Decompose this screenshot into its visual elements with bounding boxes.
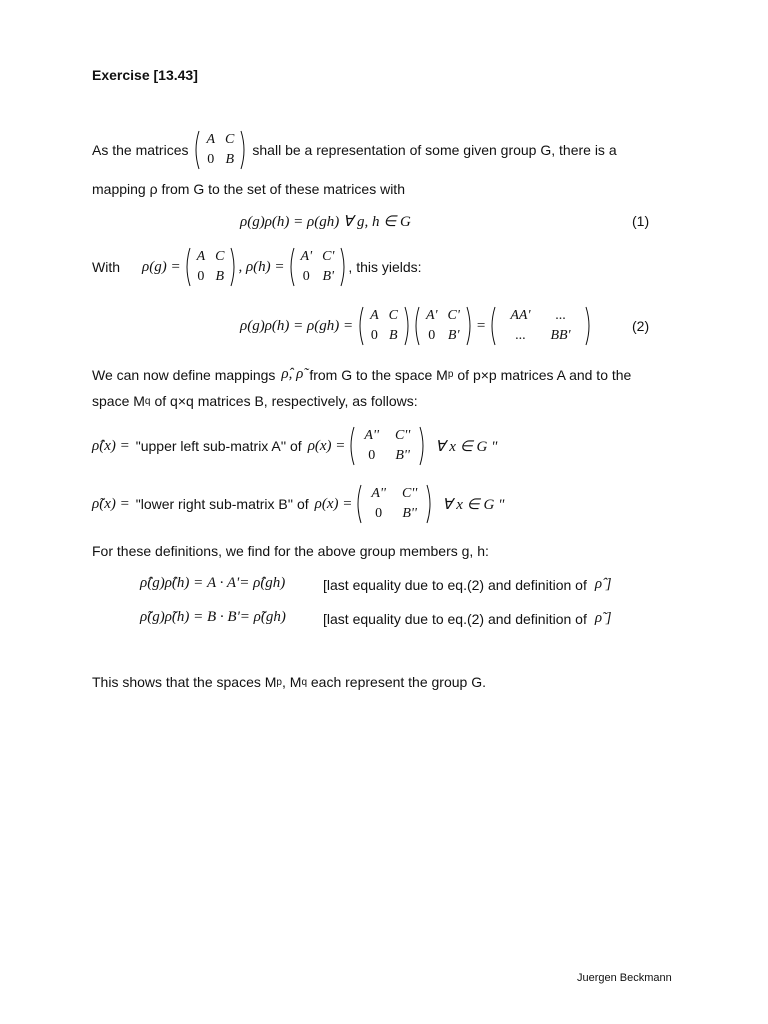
exercise-heading: Exercise [13.43] xyxy=(92,67,198,83)
matrix-cell: 0 xyxy=(302,269,310,284)
paragraph-define-line2 xyxy=(92,393,418,409)
this-yields-text: , this yields: xyxy=(348,259,422,275)
intro-text-after: shall be a representation of some given group G, there is a xyxy=(252,142,617,158)
conclusion-text-c: each represent the group G. xyxy=(307,674,486,690)
matrix-cell: B'' xyxy=(402,506,417,521)
matrix-def1 xyxy=(347,426,427,466)
matrix-cell: B xyxy=(225,152,234,167)
conclusion-text-b: , M xyxy=(281,674,302,690)
space-text-a: space M xyxy=(92,393,145,409)
rho-h-label: , ρ(h) = xyxy=(238,258,285,275)
matrix-rho-h xyxy=(287,247,349,287)
matrix-cell: C' xyxy=(447,308,460,323)
define-text-c: of p×p matrices A and to the xyxy=(457,366,632,383)
matrix-cell: C xyxy=(388,308,398,323)
matrix-cell: C'' xyxy=(394,428,411,443)
equation-1-number: (1) xyxy=(632,213,650,229)
conclusion-subscript-q: q xyxy=(301,676,307,688)
matrix-cell: A' xyxy=(300,249,313,264)
conclusion-subscript-p: p xyxy=(276,676,282,688)
paragraph-mapping: mapping ρ from G to the set of these matrices with xyxy=(92,181,405,197)
paragraph-conclusion xyxy=(92,674,486,690)
matrix-cell: BB' xyxy=(550,328,571,343)
subscript-q: q xyxy=(144,395,151,407)
matrix-cell: C xyxy=(225,132,235,147)
matrix-ac0b xyxy=(192,130,248,170)
matrix-cell: B xyxy=(389,328,398,343)
paragraph-define-line1 xyxy=(92,366,631,383)
matrix-cell: A xyxy=(196,249,206,264)
equation-2 xyxy=(240,306,593,346)
def1-lhs: ρ̂(x) = xyxy=(92,437,130,454)
result-line-2-note xyxy=(323,610,612,627)
def2-text: "lower right sub-matrix B'' of xyxy=(135,496,309,512)
equation-2-number: (2) xyxy=(632,318,650,334)
def2-lhs: ρ̃(x) = xyxy=(92,495,130,512)
matrix-cell: B'' xyxy=(395,448,410,463)
matrix-cell: A' xyxy=(425,308,438,323)
matrix-cell: B' xyxy=(322,269,335,284)
def1-rho-x: ρ(x) = xyxy=(307,437,346,454)
def1-text: "upper left sub-matrix A'' of xyxy=(135,438,302,454)
def2-rho-x: ρ(x) = xyxy=(314,495,353,512)
matrix-eq2-g xyxy=(356,306,412,346)
rho-g-label: ρ(g) = xyxy=(142,258,181,275)
matrix-cell: A xyxy=(206,132,216,147)
result-line-1-equation: ρ̂(g)ρ̂(h) = A · A'= ρ̂(gh) xyxy=(140,575,286,591)
matrix-cell: 0 xyxy=(197,269,205,284)
matrix-def2 xyxy=(354,484,434,524)
matrix-cell: A xyxy=(370,308,379,323)
equation-1: ρ(g)ρ(h) = ρ(gh) ∀ g, h ∈ G xyxy=(240,214,411,230)
equals-sign: = xyxy=(476,317,486,334)
matrix-cell: A'' xyxy=(364,428,379,443)
definition-rho-hat xyxy=(92,426,497,466)
author-footer: Juergen Beckmann xyxy=(577,972,672,984)
def1-forall: ∀ x ∈ G " xyxy=(435,438,498,455)
matrix-cell: AA' xyxy=(510,308,531,323)
intro-text-before: As the matrices xyxy=(92,142,189,158)
matrix-cell: 0 xyxy=(375,506,383,521)
subscript-p: p xyxy=(447,369,454,380)
with-line xyxy=(92,247,422,287)
matrix-cell: B xyxy=(215,269,225,284)
conclusion-text-a: This shows that the spaces M xyxy=(92,674,277,690)
matrix-rho-g xyxy=(183,247,239,287)
equation-2-lhs: ρ(g)ρ(h) = ρ(gh) = xyxy=(240,317,354,334)
matrix-cell: B' xyxy=(447,328,460,343)
def2-forall: ∀ x ∈ G " xyxy=(442,496,505,513)
matrix-cell: 0 xyxy=(428,328,436,343)
definition-rho-tilde xyxy=(92,484,504,524)
define-text-a: We can now define mappings xyxy=(92,366,276,383)
matrix-cell: ... xyxy=(515,328,526,343)
note-2-text: [last equality due to eq.(2) and definition of xyxy=(323,610,587,627)
note-2-symbol: ρ̃ ] xyxy=(594,610,612,626)
result-line-2-equation: ρ̃(g)ρ̃(h) = B · B'= ρ̃(gh) xyxy=(140,609,286,625)
matrix-eq2-h xyxy=(412,306,474,346)
matrix-cell: C' xyxy=(322,249,335,264)
matrix-cell: 0 xyxy=(207,152,215,167)
matrix-cell: 0 xyxy=(368,448,376,463)
paragraph-findings: For these definitions, we find for the above group members g, h: xyxy=(92,543,489,559)
note-1-symbol: ρ̂ ] xyxy=(594,576,612,592)
matrix-cell: A'' xyxy=(371,486,386,501)
matrix-cell: C xyxy=(215,249,225,264)
paragraph-intro-line1 xyxy=(92,130,617,170)
matrix-eq2-product xyxy=(488,306,592,346)
matrix-cell: 0 xyxy=(370,328,378,343)
with-label: With xyxy=(92,259,120,275)
note-1-text: [last equality due to eq.(2) and definition of xyxy=(323,576,587,593)
matrix-cell: C'' xyxy=(401,486,418,501)
space-text-b: of q×q matrices B, respectively, as follows: xyxy=(154,393,418,409)
result-line-1-note xyxy=(323,576,612,593)
matrix-cell: ... xyxy=(555,308,566,323)
rho-hat-tilde: ρ̂, ρ̃ xyxy=(281,366,304,382)
define-text-b: from G to the space M xyxy=(309,366,448,383)
